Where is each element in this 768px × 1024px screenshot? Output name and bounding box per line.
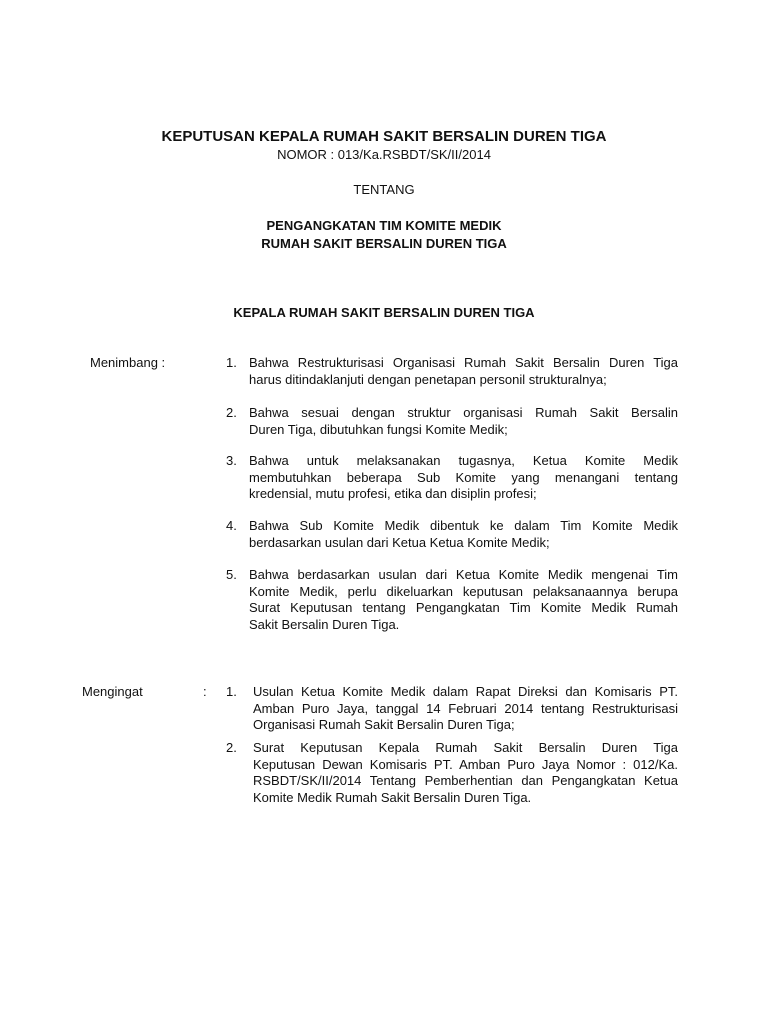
item-line: Usulan Ketua Komite Medik dalam Rapat Direksi dan Komisaris PT. <box>253 684 678 699</box>
item-line: Komite Medik, perlu dikeluarkan keputusan pelaksanaannya berupa <box>249 583 678 599</box>
item-number: 4. <box>226 518 237 533</box>
item-line: Keputusan Dewan Komisaris PT. Amban Puro Jaya Nomor : 012/Ka. <box>253 756 678 772</box>
item-line: Bahwa Sub Komite Medik dibentuk ke dalam Tim Komite Medik <box>249 518 678 533</box>
document-title: KEPUTUSAN KEPALA RUMAH SAKIT BERSALIN DUREN TIGA <box>161 128 607 145</box>
item-text <box>249 355 678 388</box>
mengingat-colon: : <box>203 684 207 699</box>
item-line: Bahwa sesuai dengan struktur organisasi Rumah Sakit Bersalin <box>249 405 678 420</box>
item-line: Bahwa Restrukturisasi Organisasi Rumah Sakit Bersalin Duren Tiga <box>249 355 678 370</box>
item-line: kredensial, mutu profesi, etika dan disiplin profesi; <box>249 486 537 501</box>
item-line: Duren Tiga, dibutuhkan fungsi Komite Medik; <box>249 421 508 437</box>
item-number: 2. <box>226 405 237 420</box>
item-text <box>249 567 678 633</box>
item-line: harus ditindaklanjuti dengan penetapan personil strukturalnya; <box>249 371 607 387</box>
item-number: 3. <box>226 453 237 468</box>
item-line: Organisasi Rumah Sakit Bersalin Duren Tiga; <box>253 717 515 732</box>
item-line: membutuhkan beberapa Sub Komite yang menangani tentang <box>249 469 678 485</box>
item-line: Bahwa untuk melaksanakan tugasnya, Ketua Komite Medik <box>249 453 678 468</box>
item-text <box>253 740 678 806</box>
item-line: RSBDT/SK/II/2014 Tentang Pemberhentian dan Pengangkatan Ketua <box>253 773 678 788</box>
item-text <box>249 405 678 438</box>
item-number: 1. <box>226 355 237 370</box>
item-line: Komite Medik Rumah Sakit Bersalin Duren Tiga. <box>253 789 532 805</box>
item-text <box>249 518 678 551</box>
item-text <box>253 684 678 734</box>
item-line: berdasarkan usulan dari Ketua Ketua Komite Medik; <box>249 534 550 550</box>
item-line: Surat Keputusan tentang Pengangkatan Tim Komite Medik Rumah <box>249 600 678 615</box>
item-text <box>249 453 678 503</box>
document-number: NOMOR : 013/Ka.RSBDT/SK/II/2014 <box>277 147 491 162</box>
tentang-heading: TENTANG <box>353 182 415 197</box>
item-line: Sakit Bersalin Duren Tiga. <box>249 616 400 632</box>
item-line: Surat Keputusan Kepala Rumah Sakit Bersalin Duren Tiga <box>253 740 678 755</box>
item-number: 2. <box>226 740 237 755</box>
subject-line-2: RUMAH SAKIT BERSALIN DUREN TIGA <box>261 236 507 251</box>
kepala-heading: KEPALA RUMAH SAKIT BERSALIN DUREN TIGA <box>233 305 535 320</box>
item-line: Bahwa berdasarkan usulan dari Ketua Komite Medik mengenai Tim <box>249 567 678 582</box>
item-line: Amban Puro Jaya, tanggal 14 Februari 2014 tentang Restrukturisasi <box>253 700 678 716</box>
item-number: 5. <box>226 567 237 582</box>
item-number: 1. <box>226 684 237 699</box>
mengingat-label: Mengingat <box>82 684 143 699</box>
menimbang-label: Menimbang : <box>90 355 166 370</box>
subject-line-1: PENGANGKATAN TIM KOMITE MEDIK <box>266 218 502 233</box>
